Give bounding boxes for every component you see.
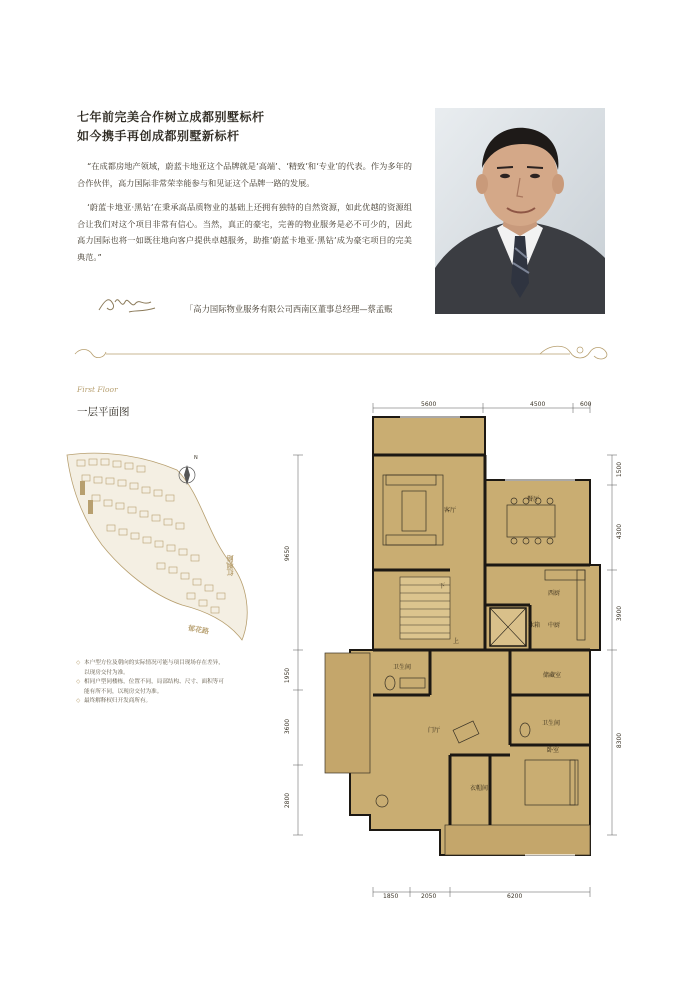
room-storage: 储藏室 <box>543 672 562 679</box>
road-label-1: 红枫路 <box>226 555 234 576</box>
notes-list <box>76 659 226 707</box>
dim-top-1: 5600 <box>421 401 437 408</box>
dim-right-3: 3900 <box>616 605 624 622</box>
header-line-2: 如今携手再创成都别墅新标杆 <box>77 129 240 143</box>
room-dining: 餐厅 <box>527 496 540 503</box>
dim-bottom-1: 1850 <box>383 893 399 900</box>
dim-right-1: 1500 <box>616 461 624 478</box>
portrait-photo <box>435 108 605 314</box>
compass-label: N <box>194 455 198 461</box>
room-closet: 衣帽间 <box>470 785 489 792</box>
dim-right-2: 4300 <box>616 523 624 540</box>
room-chinese-kitchen: 中厨 <box>548 622 561 629</box>
dim-right-4: 8300 <box>616 732 624 749</box>
dim-left-3: 3600 <box>284 718 292 735</box>
quote-paragraph-2: ‘蔚蓝卡地亚·黑钻’在秉承高品质物业的基础上还拥有独特的自然资源，如此优越的资源组合让我们对这个项目非常有信心。当然，真正的豪宅，完善的物业服务是必不可少的，因此高力国际也将一如既往地向客户提供卓越服务，助推‘蔚蓝卡地亚·黑钻’成为豪宅项目的完美典范。” <box>77 202 412 262</box>
room-west-kitchen: 西厨 <box>548 590 561 597</box>
dim-bottom-2: 2050 <box>421 893 437 900</box>
room-foyer: 门厅 <box>428 727 441 734</box>
site-map <box>62 445 262 655</box>
attribution: 「高力国际物业服务有限公司西南区董事总经理—蔡孟赈 <box>185 304 393 314</box>
stair-down-label: 下 <box>439 583 446 590</box>
signature-image <box>95 290 165 318</box>
room-bedroom: 卧室 <box>547 747 560 754</box>
dim-top-3: 600 <box>580 401 592 408</box>
floor-title-en: First Floor <box>77 385 118 394</box>
dim-left-1: 9650 <box>284 545 292 562</box>
floor-title-cn: 一层平面图 <box>77 406 130 418</box>
note-item: ◇ 相同户型同楼栋，位置不同，局部结构、尺寸、面积等可能有所不同，以现房交付为准。 <box>76 679 224 695</box>
quote-block <box>77 158 412 273</box>
room-fridge: 冰箱 <box>528 622 541 629</box>
stair-up-label: 上 <box>453 638 460 645</box>
road-label-2: 郁花路 <box>187 624 210 636</box>
dim-left-4: 2800 <box>284 792 292 809</box>
note-item: ◇ 本户型方位及朝向的实际情况可能与项目现场存在差异，以现房交付为准。 <box>76 660 224 676</box>
room-bath-1: 卫生间 <box>393 664 412 671</box>
room-living: 客厅 <box>444 507 457 514</box>
quote-paragraph-1: “在成都房地产领域，蔚蓝卡地亚这个品牌就是‘高端’、‘精致’和‘专业’的代表。作为多年的合作伙伴，高力国际非常荣幸能参与和见证这个品牌一路的发展。 <box>77 161 412 188</box>
header-line-1: 七年前完美合作树立成都别墅标杆 <box>77 110 265 124</box>
dim-bottom-3: 6200 <box>507 893 523 900</box>
note-item: ◇ 最终解释权归开发商所有。 <box>76 698 152 704</box>
floor-plan <box>290 395 620 905</box>
dim-top-2: 4500 <box>530 401 546 408</box>
room-bath-2: 卫生间 <box>542 720 561 727</box>
dim-left-2: 1950 <box>284 667 292 684</box>
ornamental-divider <box>70 340 615 365</box>
